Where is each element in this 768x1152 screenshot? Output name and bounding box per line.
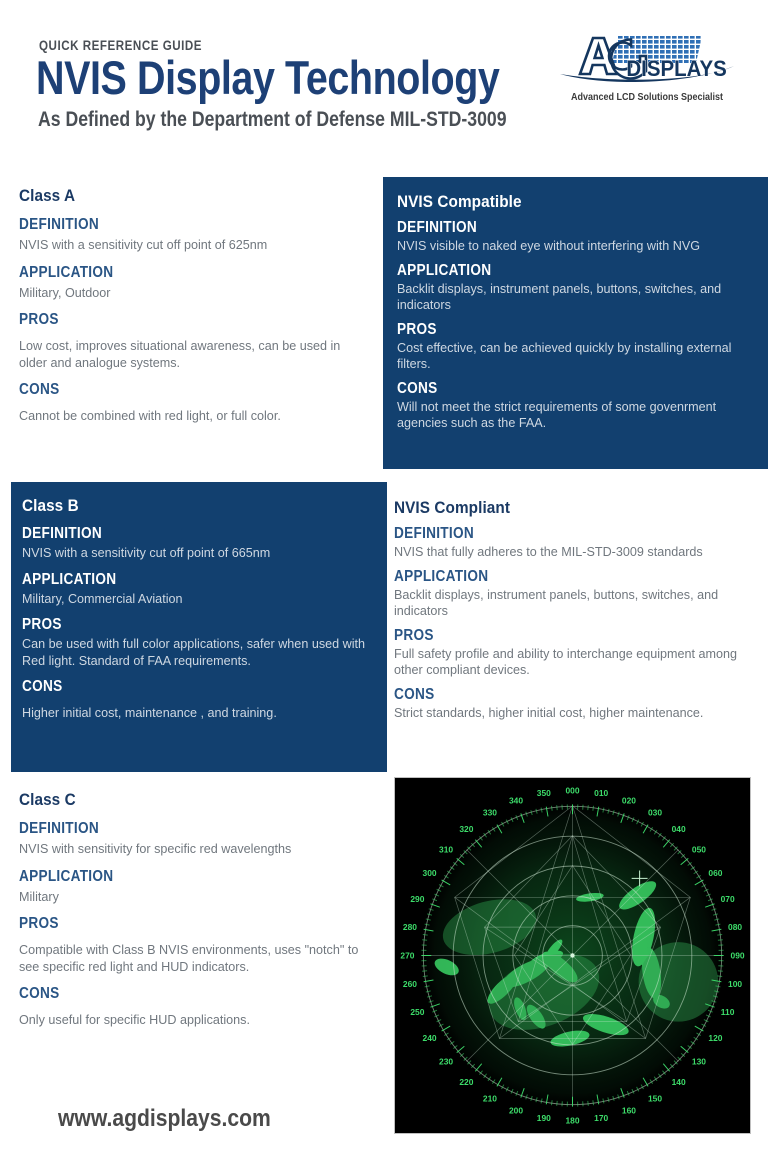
label-definition: DEFINITION	[394, 525, 474, 542]
row-pros	[19, 915, 369, 975]
logo-tagline: Advanced LCD Solutions Specialist	[570, 92, 724, 103]
value-definition: NVIS visible to naked eye without interfering with NVG	[397, 239, 701, 253]
label-definition: DEFINITION	[22, 525, 102, 542]
bearing-label: 060	[708, 867, 723, 878]
radar-scope-image	[394, 777, 751, 1134]
panel-title: Class C	[19, 790, 76, 809]
bearing-label: 150	[647, 1093, 663, 1104]
label-application: APPLICATION	[22, 570, 117, 588]
row-definition	[19, 820, 369, 858]
radar-svg	[395, 778, 750, 1133]
bearing-label: 260	[402, 979, 417, 990]
row-pros	[22, 616, 371, 669]
value-pros: Low cost, improves situational awareness, can be used in older and analogue systems.	[19, 339, 341, 370]
panel-title: NVIS Compliant	[394, 498, 511, 517]
kicker-text: QUICK REFERENCE GUIDE	[39, 38, 203, 53]
bearing-label: 220	[459, 1076, 474, 1087]
page-title: NVIS Display Technology	[36, 51, 500, 104]
row-application	[19, 264, 369, 302]
bearing-label: 190	[536, 1113, 551, 1124]
value-definition: NVIS with sensitivity for specific red wavelengths	[19, 842, 292, 856]
label-pros: PROS	[22, 616, 62, 633]
bearing-label: 010	[594, 787, 609, 798]
value-definition: NVIS with a sensitivity cut off point of 625nm	[19, 238, 268, 252]
bearing-label: 020	[621, 795, 637, 806]
page-header	[0, 0, 768, 160]
value-pros: Compatible with Class B NVIS environments, uses "notch" to see specific red light and HUD indicators.	[19, 943, 359, 974]
bearing-label: 340	[508, 795, 524, 806]
bearing-label: 320	[459, 824, 474, 835]
bearing-label: 270	[400, 950, 415, 961]
bearing-label: 230	[439, 1056, 454, 1067]
row-definition	[394, 525, 768, 561]
panel-title: Class A	[19, 186, 76, 205]
row-cons	[394, 686, 768, 722]
bearing-label: 200	[508, 1105, 524, 1116]
logo-mark-icon	[552, 30, 742, 88]
label-definition: DEFINITION	[397, 219, 477, 236]
panel-class-c	[11, 786, 387, 1058]
value-application: Military, Outdoor	[19, 285, 111, 300]
value-application: Military, Commercial Aviation	[22, 591, 183, 606]
label-pros: PROS	[19, 915, 59, 932]
label-definition: DEFINITION	[19, 216, 99, 233]
bearing-label: 080	[728, 921, 743, 932]
footer-website-url[interactable]: www.agdisplays.com	[58, 1105, 271, 1132]
value-application: Military	[19, 889, 59, 904]
value-cons: Strict standards, higher initial cost, higher maintenance.	[394, 705, 704, 720]
panel-nvis-compliant	[390, 490, 768, 772]
label-cons: CONS	[397, 379, 438, 397]
value-cons: Only useful for specific HUD applications.	[19, 1013, 250, 1027]
row-cons	[397, 380, 758, 432]
value-cons: Will not meet the strict requirements of some govenrment agencies such as the FAA.	[397, 399, 717, 430]
row-definition	[397, 219, 758, 255]
bearing-label: 110	[720, 1006, 735, 1017]
label-pros: PROS	[397, 320, 437, 338]
agdisplays-logo	[552, 30, 742, 110]
panel-title: Class B	[22, 496, 79, 515]
value-pros: Cost effective, can be achieved quickly by installing external filters.	[397, 340, 732, 371]
value-definition: NVIS with a sensitivity cut off point of 665nm	[22, 546, 271, 560]
bearing-label: 140	[671, 1076, 686, 1087]
logo-wordmark: DISPLAYS	[626, 56, 727, 82]
bearing-label: 240	[422, 1033, 437, 1044]
row-pros	[397, 321, 758, 373]
label-application: APPLICATION	[397, 261, 492, 279]
row-application	[394, 568, 768, 620]
row-definition	[22, 525, 371, 562]
row-application	[19, 868, 369, 906]
bearing-label: 330	[482, 807, 498, 818]
bearing-label: 100	[728, 979, 743, 990]
label-pros: PROS	[19, 311, 59, 328]
panel-class-b	[11, 482, 387, 772]
label-application: APPLICATION	[394, 567, 489, 585]
bearing-label: 250	[410, 1006, 425, 1017]
bearing-label: 280	[402, 921, 417, 932]
bearing-label: 310	[439, 844, 454, 855]
label-application: APPLICATION	[19, 867, 114, 885]
panel-class-a	[11, 177, 387, 473]
label-cons: CONS	[19, 381, 60, 398]
bearing-label: 000	[565, 785, 580, 796]
bearing-label: 130	[691, 1056, 706, 1067]
bearing-label: 070	[720, 894, 735, 905]
row-application	[22, 571, 371, 608]
row-pros	[394, 627, 768, 679]
row-application	[397, 262, 758, 314]
value-cons: Cannot be combined with red light, or full color.	[19, 409, 281, 423]
bearing-label: 350	[536, 787, 551, 798]
bearing-label: 210	[482, 1093, 498, 1104]
label-cons: CONS	[22, 678, 63, 695]
value-definition: NVIS that fully adheres to the MIL-STD-3009 standards	[394, 545, 703, 559]
row-cons	[19, 381, 369, 425]
bearing-label: 050	[691, 844, 706, 855]
row-definition	[19, 216, 369, 254]
value-cons: Higher initial cost, maintenance , and training.	[22, 706, 277, 720]
panel-nvis-compatible	[383, 177, 768, 469]
label-cons: CONS	[394, 685, 435, 703]
bearing-label: 300	[422, 867, 437, 878]
label-cons: CONS	[19, 985, 60, 1002]
panel-title: NVIS Compatible	[397, 192, 522, 211]
bearing-label: 180	[565, 1115, 580, 1126]
bearing-label: 170	[594, 1113, 609, 1124]
label-definition: DEFINITION	[19, 820, 99, 837]
scope-center	[570, 953, 574, 957]
page-subtitle: As Defined by the Department of Defense MIL-STD-3009	[38, 108, 507, 131]
value-application: Backlit displays, instrument panels, buttons, switches, and indicators	[394, 587, 719, 618]
label-pros: PROS	[394, 626, 434, 644]
bearing-label: 160	[621, 1105, 637, 1116]
bearing-label: 030	[647, 807, 663, 818]
row-pros	[19, 311, 369, 371]
value-pros: Can be used with full color applications, safer when used with Red light. Standard of FAA requirements.	[22, 637, 366, 668]
bearing-label: 120	[708, 1033, 723, 1044]
value-application: Backlit displays, instrument panels, buttons, switches, and indicators	[397, 281, 722, 312]
bearing-label: 290	[410, 894, 425, 905]
bearing-label: 040	[671, 824, 686, 835]
bearing-label: 090	[730, 950, 745, 961]
row-cons	[22, 678, 371, 722]
value-pros: Full safety profile and ability to interchange equipment among other compliant devices.	[394, 646, 738, 677]
label-application: APPLICATION	[19, 263, 114, 281]
row-cons	[19, 985, 369, 1029]
